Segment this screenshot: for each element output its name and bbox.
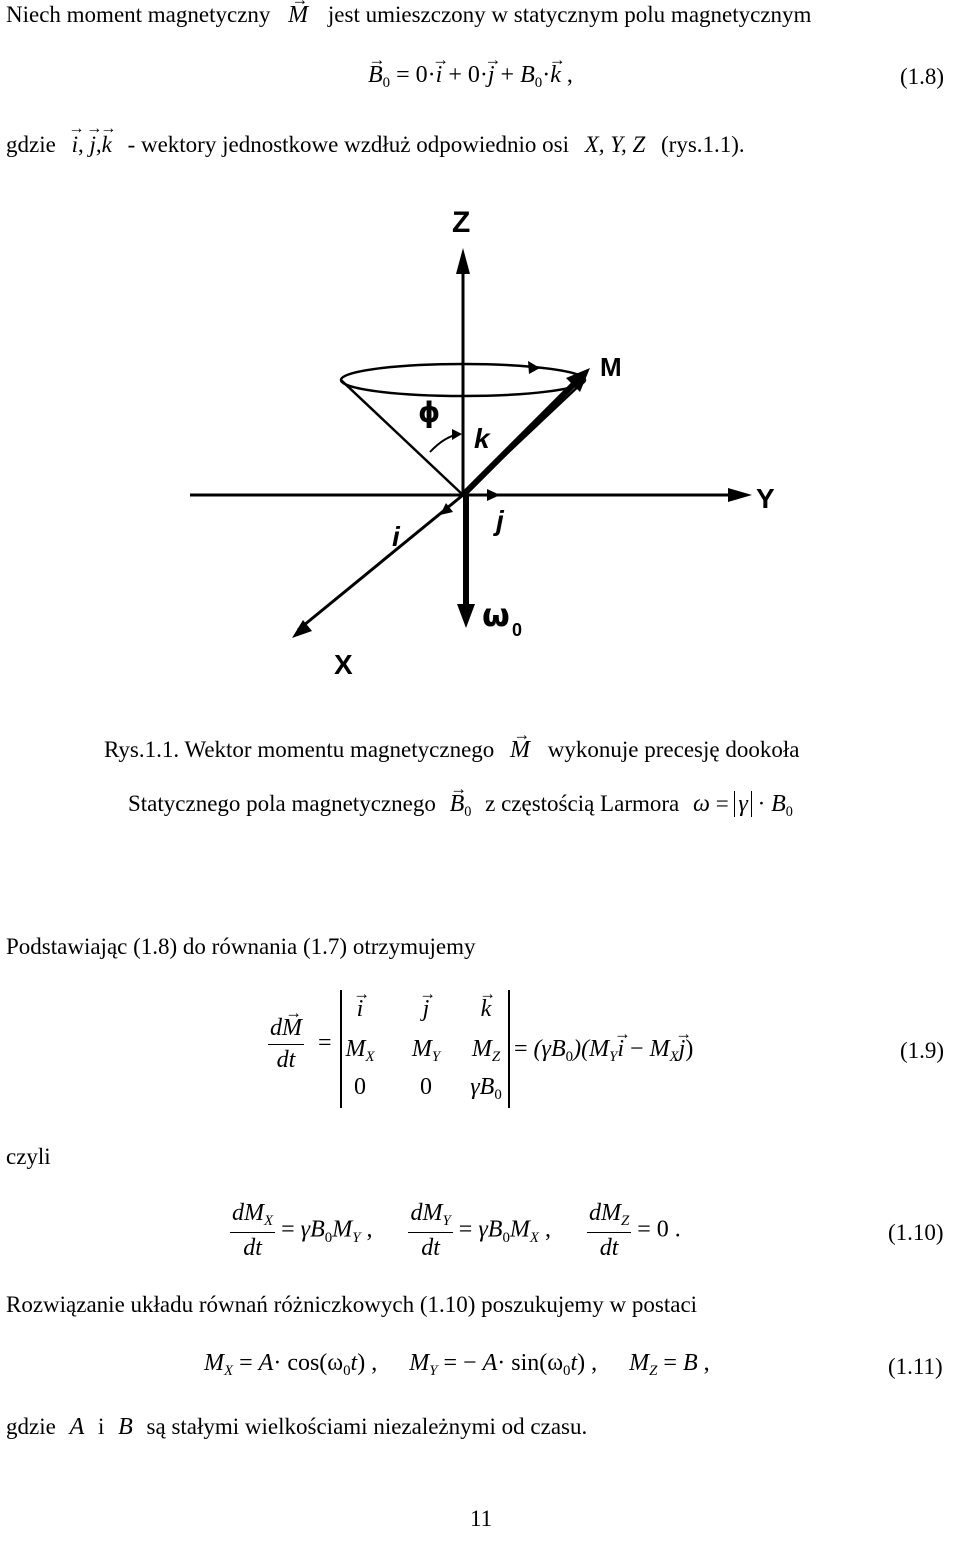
eq-label-1-11: (1.11)	[888, 1354, 943, 1379]
det-mx-sub: X	[365, 1049, 375, 1066]
det-zero-a: 0	[354, 1074, 366, 1100]
final-a: A	[69, 1414, 85, 1440]
gdzie-description: - wektory jednostkowe wzdłuż odpowiednio osi	[127, 132, 569, 157]
eq19-rhs: = $(\gamma B_0)(M_Y\to i - M_X\to j)$	[514, 1036, 693, 1066]
gdzie-line: gdzie → i, → j,→ k - wektory jednostkowe wzdłuż odpowiednio osi X, Y, Z (rys.1.1).	[6, 132, 745, 158]
eq110-dt-2: dt	[421, 1235, 440, 1262]
eq111-b: B	[682, 1350, 698, 1376]
intro-text-before: Niech moment magnetyczny	[6, 2, 271, 27]
eq18-i: → i	[436, 62, 443, 89]
final-gdzie: gdzie	[6, 1414, 56, 1439]
caption-text-before: Rys.1.1. Wektor momentu magnetycznego	[104, 737, 495, 762]
caption-b0: B	[771, 791, 786, 817]
podstawiajac-text: Podstawiając (1.8) do równania (1.7) otrzymujemy	[6, 934, 476, 959]
precession-arrow	[528, 361, 540, 374]
caption-b-symbol: → B	[450, 791, 465, 818]
eq19-mx: M	[649, 1036, 670, 1062]
unit-vector-k: → k	[102, 132, 112, 158]
eq19-dt: dt	[276, 1047, 296, 1073]
eq19-rhs-open: (γB	[533, 1036, 566, 1062]
det-i: → i	[357, 996, 364, 1023]
det-mz: M	[471, 1036, 492, 1062]
equation-1-8: → $B_0 = 0\cdot\to i + 0\cdot\to j + B_0\cdot\to k$ ,	[368, 62, 573, 92]
final-text: są stałymi wielkościami niezależnymi od czasu.	[146, 1414, 588, 1439]
caption-text-after: wykonuje precesję dookoła	[547, 737, 800, 762]
eq110-dt-3: dt	[599, 1235, 619, 1262]
eq111-sin: sin(ω	[511, 1350, 564, 1376]
final-b: B	[118, 1414, 133, 1440]
eq111-a2: A	[482, 1350, 498, 1376]
eq110-dmz: dM	[588, 1200, 621, 1226]
intro-text-after: jest umieszczony w statycznym polu magnetycznym	[327, 2, 812, 27]
label-y: Y	[756, 483, 775, 514]
eq111-cos: cos(ω	[287, 1350, 344, 1376]
phi-arrow	[452, 429, 462, 440]
label-z: Z	[452, 206, 471, 239]
j-arrowhead	[487, 489, 500, 501]
x-axis	[298, 495, 463, 630]
eq-label-1-9: (1.9)	[900, 1038, 945, 1063]
caption-line2-before: Statycznego pola magnetycznego	[128, 791, 436, 816]
caption-line-1	[104, 737, 799, 764]
eq-label-1-10: (1.10)	[888, 1220, 944, 1245]
label-omega-sub: 0	[512, 620, 523, 640]
eq19-fraction: $\frac{d\to M}{dt}$ =	[268, 1015, 332, 1074]
eq-label-1-8: (1.8)	[900, 64, 945, 89]
final-line	[6, 1414, 587, 1441]
eq19-M: → M	[282, 1015, 302, 1042]
det-my: M	[411, 1036, 432, 1062]
label-m: M	[600, 352, 622, 382]
eq18-j: → j	[488, 62, 495, 89]
eq19-d: d	[270, 1015, 282, 1041]
z-arrowhead	[456, 248, 470, 274]
label-x: X	[334, 649, 353, 680]
eq110-dmx: dM	[232, 1200, 264, 1226]
eq110-rhs2: γB	[478, 1216, 503, 1243]
equation-1-10: $\frac{dM_X}{dt}$ = $\gamma B_0M_Y$ , $\frac{dM_Y}{dt}$ = $\gamma B_0M_X$ , $\frac{dM_Z}{dt}$ = 0 .	[232, 1200, 681, 1262]
final-and: i	[97, 1414, 105, 1439]
caption-line2-middle: z częstością Larmora	[485, 791, 680, 816]
eq18-k: → k	[550, 62, 561, 89]
caption-gamma: γ	[734, 791, 751, 817]
label-j: j	[496, 505, 504, 536]
det-my-sub: Y	[431, 1049, 441, 1066]
axes-names: X, Y, Z	[584, 132, 646, 157]
moment-symbol: → M	[288, 2, 308, 29]
eq111-mx: M	[204, 1350, 224, 1376]
equation-1-11: $M_X = A\cdot \cos(\omega_0t)$ , $M_Y$ = − $A\cdot \sin(\omega_0t)$ , $M_Z = B$ ,	[204, 1350, 710, 1380]
caption-omega: ω	[692, 791, 710, 817]
czyli-text: czyli	[6, 1144, 51, 1169]
label-omega: ω	[482, 596, 510, 634]
det-zero-b: 0	[420, 1074, 432, 1100]
y-arrowhead	[728, 488, 752, 502]
unit-vector-j: → j	[89, 132, 95, 158]
eq18-B: → B	[368, 62, 383, 89]
eq110-dmy: dM	[410, 1200, 443, 1226]
precession-figure	[0, 190, 960, 700]
rozwiazanie-text: Rozwiązanie układu równań różniczkowych (1.10) poszukujemy w postaci	[6, 1292, 698, 1317]
figure-reference: (rys.1.1).	[661, 132, 745, 157]
intro-line	[6, 2, 811, 29]
eq110-rhs1: γB	[300, 1216, 325, 1243]
eq111-my: M	[409, 1350, 430, 1376]
eq111-a1: A	[258, 1350, 274, 1376]
unit-vector-i: → i	[72, 132, 78, 158]
eq110-rhs3: 0	[656, 1216, 669, 1243]
gdzie-word: gdzie	[6, 132, 56, 157]
label-k: k	[474, 423, 490, 454]
eq18-B0: B	[520, 62, 535, 88]
eq18-zero-b: 0	[467, 62, 480, 88]
eq19-rhs-mid: )(M	[573, 1036, 610, 1062]
eq110-dt-1: dt	[243, 1235, 262, 1262]
label-i: i	[392, 521, 400, 552]
det-k: → k	[481, 996, 492, 1023]
omega-arrowhead	[457, 604, 475, 628]
eq19-minus: −	[630, 1036, 644, 1062]
det-mx: M	[345, 1036, 366, 1062]
cone-left-line	[341, 380, 463, 495]
caption-line-2: Statycznego pola magnetycznego → $B_0$ z częstością Larmora $\omega = \gamma \cdot B_0$	[128, 791, 793, 821]
eq18-zero-a: 0	[415, 62, 428, 88]
page-number: 11	[470, 1506, 493, 1531]
det-j: → j	[423, 996, 430, 1023]
det-gamma-b0: γB	[470, 1074, 495, 1100]
label-phi: ϕ	[418, 396, 441, 429]
caption-m-symbol: → M	[510, 737, 530, 764]
eq111-mz: M	[629, 1350, 650, 1376]
det-mz-sub: Z	[491, 1049, 501, 1066]
